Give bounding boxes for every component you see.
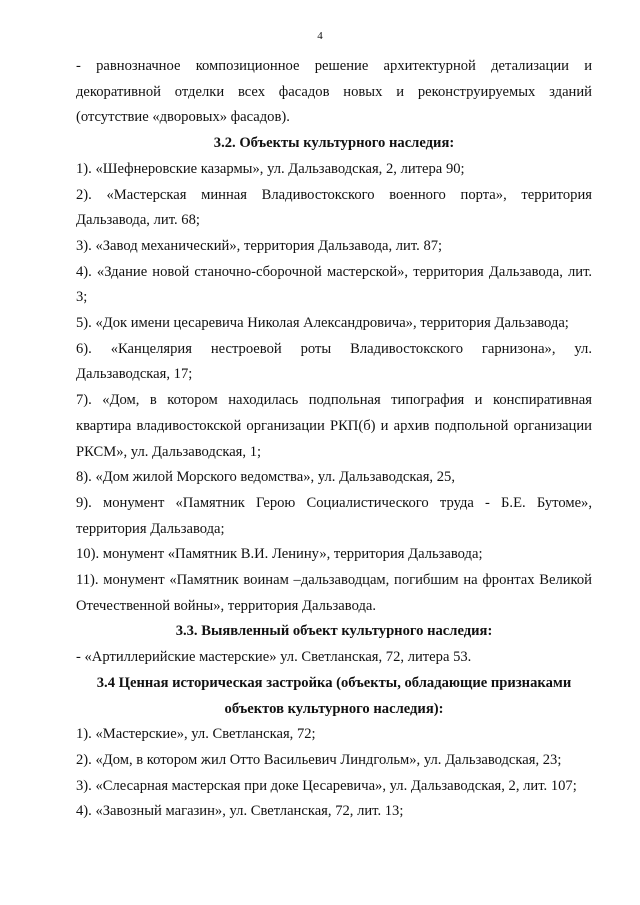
valuable-item-1: 1). «Мастерские», ул. Светланская, 72; <box>76 726 316 743</box>
page-number: 4 <box>317 30 323 42</box>
section-3-3-heading: 3.3. Выявленный объект культурного наследия: <box>175 623 493 640</box>
heritage-item-11: 11). монумент «Памятник воинам –дальзаводцам, погибшим на фронтах Великой Отечественной войны», территория Дальзавода. <box>76 572 592 614</box>
heritage-item-3: 3). «Завод механический», территория Дальзавода, лит. 87; <box>76 237 443 254</box>
heritage-item-6: 6). «Канцелярия нестроевой роты Владивостокского гарнизона», ул. Дальзаводская, 17; <box>76 340 592 383</box>
document-body <box>76 54 592 825</box>
heritage-item-1: 1). «Шефнеровские казармы», ул. Дальзаводская, 2, литера 90; <box>76 160 465 177</box>
heritage-item-10: 10). монумент «Памятник В.И. Ленину», территория Дальзавода; <box>76 546 483 563</box>
heritage-item-9: 9). монумент «Памятник Герою Социалистического труда - Б.Е. Бутоме», территория Дальзавода; <box>76 494 592 537</box>
heritage-item-8: 8). «Дом жилой Морского ведомства», ул. Дальзаводская, 25, <box>76 469 455 486</box>
valuable-item-3: 3). «Слесарная мастерская при доке Цесаревича», ул. Дальзаводская, 2, лит. 107; <box>76 777 577 794</box>
intro-item: - равнозначное композиционное решение архитектурной детализации и декоративной отделки всех фасадов новых и реконструируемых зданий (отсутствие «дворовых» фасадов). <box>76 58 592 126</box>
identified-item-1: - «Артиллерийские мастерские» ул. Светланская, 72, литера 53. <box>76 649 472 666</box>
valuable-item-4: 4). «Завозный магазин», ул. Светланская, 72, лит. 13; <box>76 803 404 820</box>
heritage-item-2: 2). «Мастерская минная Владивостокского военного порта», территория Дальзавода, лит. 68; <box>76 186 592 229</box>
heritage-item-7: 7). «Дом, в котором находилась подпольная типография и конспиративная квартира владивостокской организации РКП(б) и архив подпольной организации РКСМ», ул. Дальзаводская, 1; <box>76 392 592 460</box>
heritage-item-5: 5). «Док имени цесаревича Николая Александровича», территория Дальзавода; <box>76 315 569 332</box>
section-3-4-heading: 3.4 Ценная историческая застройка (объекты, обладающие признаками объектов культурного наследия): <box>96 674 572 717</box>
valuable-item-2: 2). «Дом, в котором жил Отто Васильевич Линдгольм», ул. Дальзаводская, 23; <box>76 751 562 768</box>
section-3-2-heading: 3.2. Объекты культурного наследия: <box>213 135 455 152</box>
heritage-item-4: 4). «Здание новой станочно-сборочной мастерской», территория Дальзавода, лит. 3; <box>76 263 592 306</box>
